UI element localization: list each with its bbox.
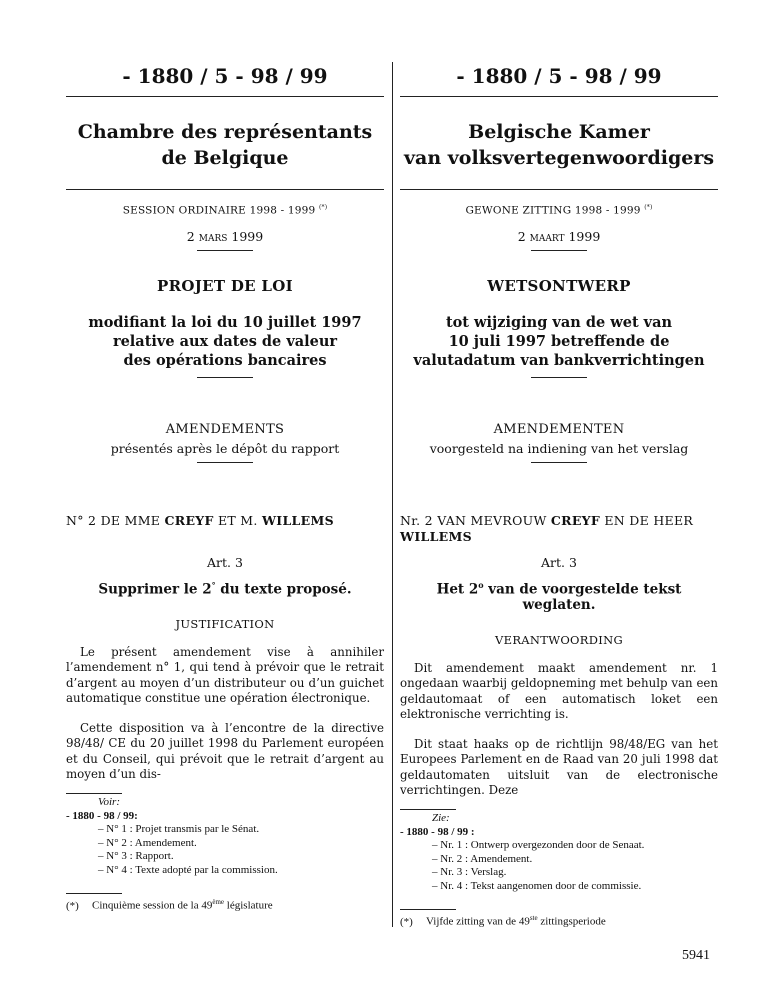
short-divider: [531, 377, 587, 378]
proposer-name: WILLEMS: [400, 528, 472, 544]
instruction-sup: °: [211, 579, 216, 590]
document-date: [400, 229, 718, 244]
bill-subject: [400, 313, 718, 371]
notes-item: – Nr. 4 : Tekst aangenomen door de commissie.: [432, 879, 642, 892]
amendment-instruction: [66, 580, 384, 598]
chamber-name-line: van volksvertegenwoordigers: [403, 147, 715, 169]
document-type: PROJET DE LOI: [157, 276, 293, 295]
header-rule: [66, 96, 384, 97]
date-month: maart: [529, 228, 565, 244]
notes-title: Zie:: [432, 812, 450, 824]
short-divider: [197, 377, 253, 378]
footnote-text: Cinquième session de la 49: [92, 899, 213, 912]
amendments-subtitle: présentés après le dépôt du rapport: [110, 440, 340, 456]
amendments-subtitle: voorgesteld na indiening van het verslag: [429, 440, 689, 456]
footnote-text: zittingsperiode: [537, 915, 606, 928]
notes-title: Voir:: [98, 796, 120, 808]
short-divider: [197, 250, 253, 251]
footnote-sup: ste: [529, 914, 538, 922]
footnote: [400, 914, 718, 928]
proposer-name: CREYF: [550, 512, 601, 528]
subject-line: des opérations bancaires: [123, 351, 327, 369]
instruction-text: van de voorgestelde tekst weglaten.: [483, 581, 682, 613]
chamber-name: [66, 119, 384, 189]
notes-item: – Nr. 1 : Ontwerp overgezonden door de Senaat.: [432, 839, 645, 851]
instruction-text: Het 2: [436, 581, 479, 597]
footnote-sup: ème: [212, 898, 225, 906]
footnote-mark: (*): [66, 899, 79, 912]
proposer-prefix: N° 2 DE MME: [66, 512, 161, 528]
footnote-text: Vijfde zitting van de 49: [426, 915, 530, 928]
justification-paragraph: Dit amendement maakt amendement nr. 1 ongedaan waarbij geldopneming met behulp van een geldautomaat of een automatisch loket een elektronische verrichting is.: [400, 661, 718, 721]
short-divider: [531, 462, 587, 463]
date-day: 2: [517, 228, 526, 244]
notes-rule: [400, 809, 456, 810]
chamber-rule: [66, 189, 384, 190]
chamber-name-line: Chambre des représentants: [77, 121, 373, 143]
session-label: [400, 204, 718, 217]
document-number: - 1880 / 5 - 98 / 99: [456, 64, 662, 88]
subject-line: tot wijziging van de wet van: [445, 313, 673, 331]
date-day: 2: [186, 228, 195, 244]
document-type: WETSONTWERP: [487, 276, 631, 295]
chamber-name: [400, 119, 718, 189]
footnote: [66, 898, 384, 912]
proposer-prefix: Nr. 2 VAN MEVROUW: [400, 512, 547, 528]
footnote-text: législature: [224, 899, 273, 912]
notes-item: – N° 1 : Projet transmis par le Sénat.: [98, 823, 260, 835]
notes-item: – N° 2 : Amendement.: [98, 836, 197, 849]
footnote-mark: (*): [400, 915, 413, 928]
instruction-text: Supprimer le 2: [98, 581, 212, 597]
date-year: 1999: [231, 228, 264, 244]
header-rule: [400, 96, 718, 97]
date-year: 1999: [568, 228, 601, 244]
proposer-connector: ET M.: [217, 512, 258, 528]
french-column: [66, 60, 384, 912]
instruction-text: du texte proposé.: [215, 581, 352, 597]
proposer-connector: EN DE HEER: [604, 512, 694, 528]
column-divider: [392, 62, 393, 927]
notes-item: – Nr. 2 : Amendement.: [432, 852, 533, 865]
amendment-proposer: [66, 513, 384, 545]
chamber-name-line: de Belgique: [161, 147, 289, 169]
proposer-name: WILLEMS: [261, 512, 334, 528]
chamber-name-line: Belgische Kamer: [468, 121, 650, 143]
notes-reference: - 1880 - 98 / 99:: [66, 809, 138, 822]
reference-notes: [400, 812, 718, 893]
amendments-title: AMENDEMENTEN: [493, 421, 625, 437]
article-label: Art. 3: [541, 554, 577, 570]
article-label: Art. 3: [207, 554, 243, 570]
footnote-rule: [66, 893, 122, 894]
page-number: 5941: [682, 948, 710, 963]
amendments-title: AMENDEMENTS: [165, 421, 285, 437]
chamber-rule: [400, 189, 718, 190]
short-divider: [197, 462, 253, 463]
session-label: [66, 204, 384, 217]
session-text: GEWONE ZITTING 1998 - 1999: [465, 204, 641, 217]
notes-item: – N° 4 : Texte adopté par la commission.: [98, 863, 278, 876]
amendment-instruction: [400, 580, 718, 614]
document-date: [66, 229, 384, 244]
subject-line: modifiant la loi du 10 juillet 1997: [88, 313, 362, 331]
amendment-proposer: [400, 513, 718, 545]
notes-rule: [66, 793, 122, 794]
subject-line: valutadatum van bankverrichtingen: [413, 351, 705, 369]
session-text: SESSION ORDINAIRE 1998 - 1999: [122, 204, 316, 217]
session-footnote-mark: (*): [318, 204, 328, 211]
dutch-column: [400, 60, 718, 928]
subject-line: relative aux dates de valeur: [112, 332, 338, 350]
notes-item: – N° 3 : Rapport.: [98, 850, 174, 862]
justification-title: JUSTIFICATION: [175, 617, 275, 631]
session-footnote-mark: (*): [644, 204, 653, 211]
proposer-name: CREYF: [164, 512, 214, 528]
reference-notes: [66, 796, 384, 877]
justification-paragraph: Cette disposition va à l’encontre de la directive 98/48/ CE du 20 juillet 1998 du Parlement européen et du Conseil, qui prévoit que le retrait d’argent au moyen d’un dis-: [66, 721, 384, 781]
notes-item: – Nr. 3 : Verslag.: [432, 866, 507, 878]
short-divider: [531, 250, 587, 251]
document-number: - 1880 / 5 - 98 / 99: [122, 64, 328, 88]
date-month: mars: [198, 228, 228, 244]
notes-reference: - 1880 - 98 / 99 :: [400, 825, 475, 838]
justification-paragraph: Le présent amendement vise à annihiler l’amendement n° 1, qui tend à prévoir que le retrait d’argent au moyen d’un distributeur ou d’un guichet automatique constitue une opération électronique.: [66, 645, 384, 705]
justification-title: VERANTWOORDING: [495, 633, 623, 647]
bill-subject: [66, 313, 384, 371]
justification-paragraph: Dit staat haaks op de richtlijn 98/48/EG van het Europees Parlement en de Raad van 20 juli 1998 dat geldautomaten uitsluit van de electronische verrichtingen. Deze: [400, 737, 718, 797]
subject-line: 10 juli 1997 betreffende de: [448, 332, 670, 350]
instruction-sup: o: [478, 579, 484, 590]
footnote-rule: [400, 909, 456, 910]
